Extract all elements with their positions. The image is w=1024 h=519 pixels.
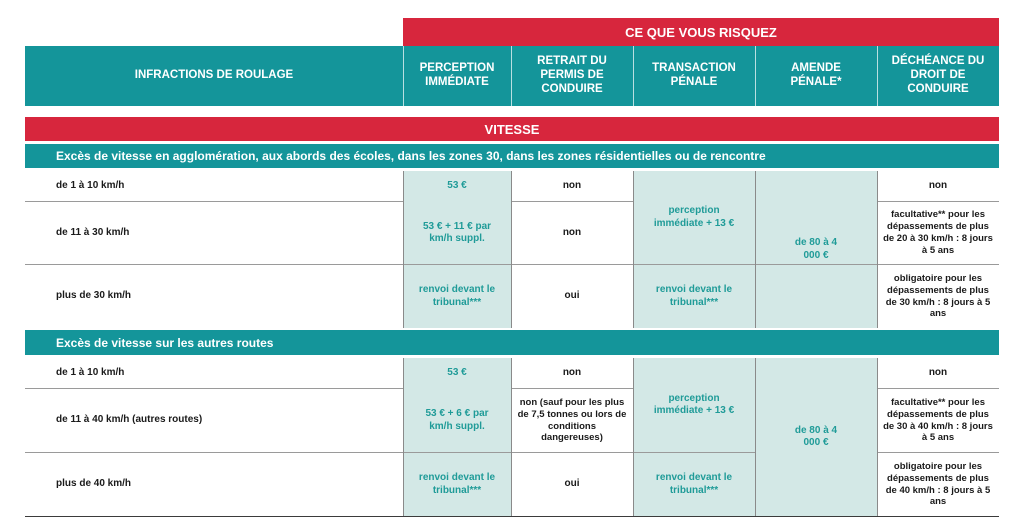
table-cell-retrait: non xyxy=(562,226,582,238)
table-cell-decheance: non xyxy=(928,366,948,378)
table-cell-retrait: non (sauf pour les plus de 7,5 tonnes ou lors de conditions dangereuses) xyxy=(517,396,627,444)
table-row-infraction: de 11 à 30 km/h xyxy=(56,226,130,238)
table-cell-perception: 53 € + 11 € par km/h suppl. xyxy=(422,220,492,244)
table-cell-transaction-merged: perception immédiate + 13 € xyxy=(653,205,735,229)
col-header-transaction: TRANSACTION PÉNALE xyxy=(652,62,736,88)
table-cell-decheance: facultative** pour les dépassements de plus de 20 à 30 km/h : 8 jours à 5 ans xyxy=(883,209,993,256)
risk-header: CE QUE VOUS RISQUEZ xyxy=(403,18,999,46)
table-cell-perception: renvoi devant le tribunal*** xyxy=(418,284,496,308)
table-cell-amende: de 80 à 4 000 € xyxy=(794,424,838,448)
table-row-infraction: de 1 à 10 km/h xyxy=(56,366,125,378)
col-header-infractions: INFRACTIONS DE ROULAGE xyxy=(134,69,294,82)
section-title-agglomeration: Excès de vitesse en agglomération, aux abords des écoles, dans les zones 30, dans les zones résidentielles ou de rencontre xyxy=(25,144,999,168)
table-cell-perception: 53 € xyxy=(447,366,467,378)
col-header-amende: AMENDE PÉNALE* xyxy=(790,62,842,88)
table-row-infraction: plus de 40 km/h xyxy=(56,478,132,490)
col-header-decheance: DÉCHÉANCE DU DROIT DE CONDUIRE xyxy=(891,55,985,95)
table-cell-retrait: non xyxy=(562,366,582,378)
table-cell-retrait: non xyxy=(562,179,582,191)
table-cell-amende: de 80 à 4 000 € xyxy=(794,237,838,261)
table-cell-decheance: obligatoire pour les dépassements de plus de 30 km/h : 8 jours à 5 ans xyxy=(885,272,991,320)
table-cell-perception: renvoi devant le tribunal*** xyxy=(418,472,496,496)
col-header-retrait: RETRAIT DU PERMIS DE CONDUIRE xyxy=(537,55,607,95)
table-cell-perception: 53 € + 6 € par km/h suppl. xyxy=(425,408,489,432)
table-cell-transaction-merged: perception immédiate + 13 € xyxy=(653,392,735,416)
table-row-infraction: de 1 à 10 km/h xyxy=(56,179,125,191)
table-cell-decheance: facultative** pour les dépassements de plus de 30 à 40 km/h : 8 jours à 5 ans xyxy=(883,396,993,444)
col-header-perception: PERCEPTION IMMÉDIATE xyxy=(419,62,495,88)
section-title-autres-routes: Excès de vitesse sur les autres routes xyxy=(25,330,999,355)
table-row-infraction: de 11 à 40 km/h (autres routes) xyxy=(56,414,203,426)
group-title-vitesse: VITESSE xyxy=(25,117,999,141)
table-row-infraction: plus de 30 km/h xyxy=(56,290,132,302)
table-cell-decheance: non xyxy=(928,179,948,191)
table-cell-transaction: renvoi devant le tribunal*** xyxy=(655,284,733,308)
table-cell-decheance: obligatoire pour les dépassements de plus de 40 km/h : 8 jours à 5 ans xyxy=(885,460,991,508)
table-cell-retrait: oui xyxy=(564,290,580,302)
table-cell-transaction: renvoi devant le tribunal*** xyxy=(655,472,733,496)
table-cell-perception: 53 € xyxy=(447,179,467,191)
table-cell-retrait: oui xyxy=(564,478,580,490)
